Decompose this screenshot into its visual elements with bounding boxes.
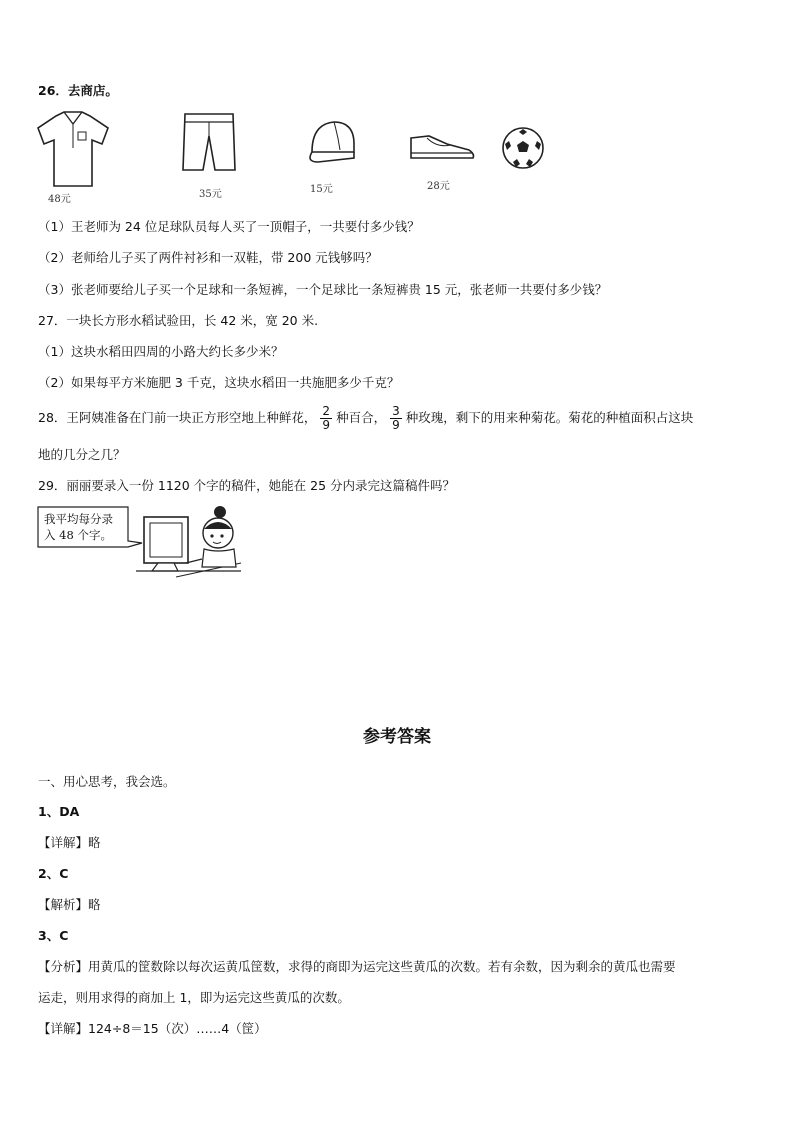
q26-title: 26．去商店。 xyxy=(38,83,118,98)
answers-heading: 参考答案 xyxy=(363,727,431,747)
shorts-price: 35元 xyxy=(199,189,222,200)
answer-1-detail: 【详解】略 xyxy=(38,835,101,850)
soccer-ball-icon xyxy=(501,126,545,170)
shop-item-shirt xyxy=(34,110,114,205)
shorts-icon xyxy=(179,110,239,174)
shirt-icon xyxy=(34,110,112,190)
cap-price: 15元 xyxy=(310,184,333,195)
shop-item-shoe xyxy=(407,128,487,203)
q27-sub1: （1）这块水稻田四周的小路大约长多少米？ xyxy=(38,344,284,359)
answer-3-detail: 【详解】124÷8＝15（次）……4（筐） xyxy=(38,1021,267,1036)
bubble-line-1: 我平均每分录 xyxy=(44,512,113,526)
shop-items xyxy=(34,110,554,205)
speech-bubble xyxy=(44,511,113,543)
q28-part3: 种玫瑰，剩下的用来种菊花。菊花的种植面积占这块 xyxy=(405,410,694,425)
q28-part2: 种百合， xyxy=(336,410,387,425)
q26-sub1: （1）王老师为 24 位足球队员每人买了一顶帽子，一共要付多少钱？ xyxy=(38,219,420,234)
answers-section-1: 一、用心思考，我会选。 xyxy=(38,774,176,789)
shop-item-shorts xyxy=(179,110,239,205)
q26-sub2: （2）老师给儿子买了两件衬衫和一双鞋，带 200 元钱够吗？ xyxy=(38,250,378,265)
answer-1: 1、DA xyxy=(38,804,80,819)
q29-title: 29．丽丽要录入一份 1120 个字的稿件，她能在 25 分内录完这篇稿件吗？ xyxy=(38,478,456,493)
q28-line2: 地的几分之几？ xyxy=(38,447,126,462)
answer-3-analysis-2: 运走，则用求得的商加上 1，即为运完这些黄瓜的次数。 xyxy=(38,990,350,1005)
shoe-icon xyxy=(407,128,477,164)
fraction-two-ninths: $\frac{2}{9}$ xyxy=(322,404,331,432)
bubble-line-2: 入 48 个字。 xyxy=(44,528,112,542)
answer-3: 3、C xyxy=(38,928,69,943)
q27-title: 27．一块长方形水稻试验田，长 42 米，宽 20 米. xyxy=(38,313,319,328)
q28-part1: 28．王阿姨准备在门前一块正方形空地上种鲜花， xyxy=(38,410,317,425)
q26-sub3: （3）张老师要给儿子买一个足球和一条短裤，一个足球比一条短裤贵 15 元，张老师一共要付多少钱？ xyxy=(38,282,608,297)
cap-icon xyxy=(304,118,360,168)
fraction-three-ninths: $\frac{3}{9}$ xyxy=(392,404,400,432)
shirt-price: 48元 xyxy=(48,194,71,205)
q29-illustration xyxy=(36,503,246,583)
q27-sub2: （2）如果每平方米施肥 3 千克，这块水稻田一共施肥多少千克？ xyxy=(38,375,400,390)
shoe-price: 28元 xyxy=(427,181,450,192)
shop-item-ball xyxy=(501,126,547,172)
shop-item-cap xyxy=(304,118,364,203)
answer-2: 2、C xyxy=(38,866,69,881)
answer-3-analysis-1: 【分析】用黄瓜的筐数除以每次运黄瓜筐数，求得的商即为运完这些黄瓜的次数。若有余数，因为剩余的黄瓜也需要 xyxy=(38,959,676,974)
q28-line1 xyxy=(38,400,693,436)
answer-2-detail: 【解析】略 xyxy=(38,897,101,912)
